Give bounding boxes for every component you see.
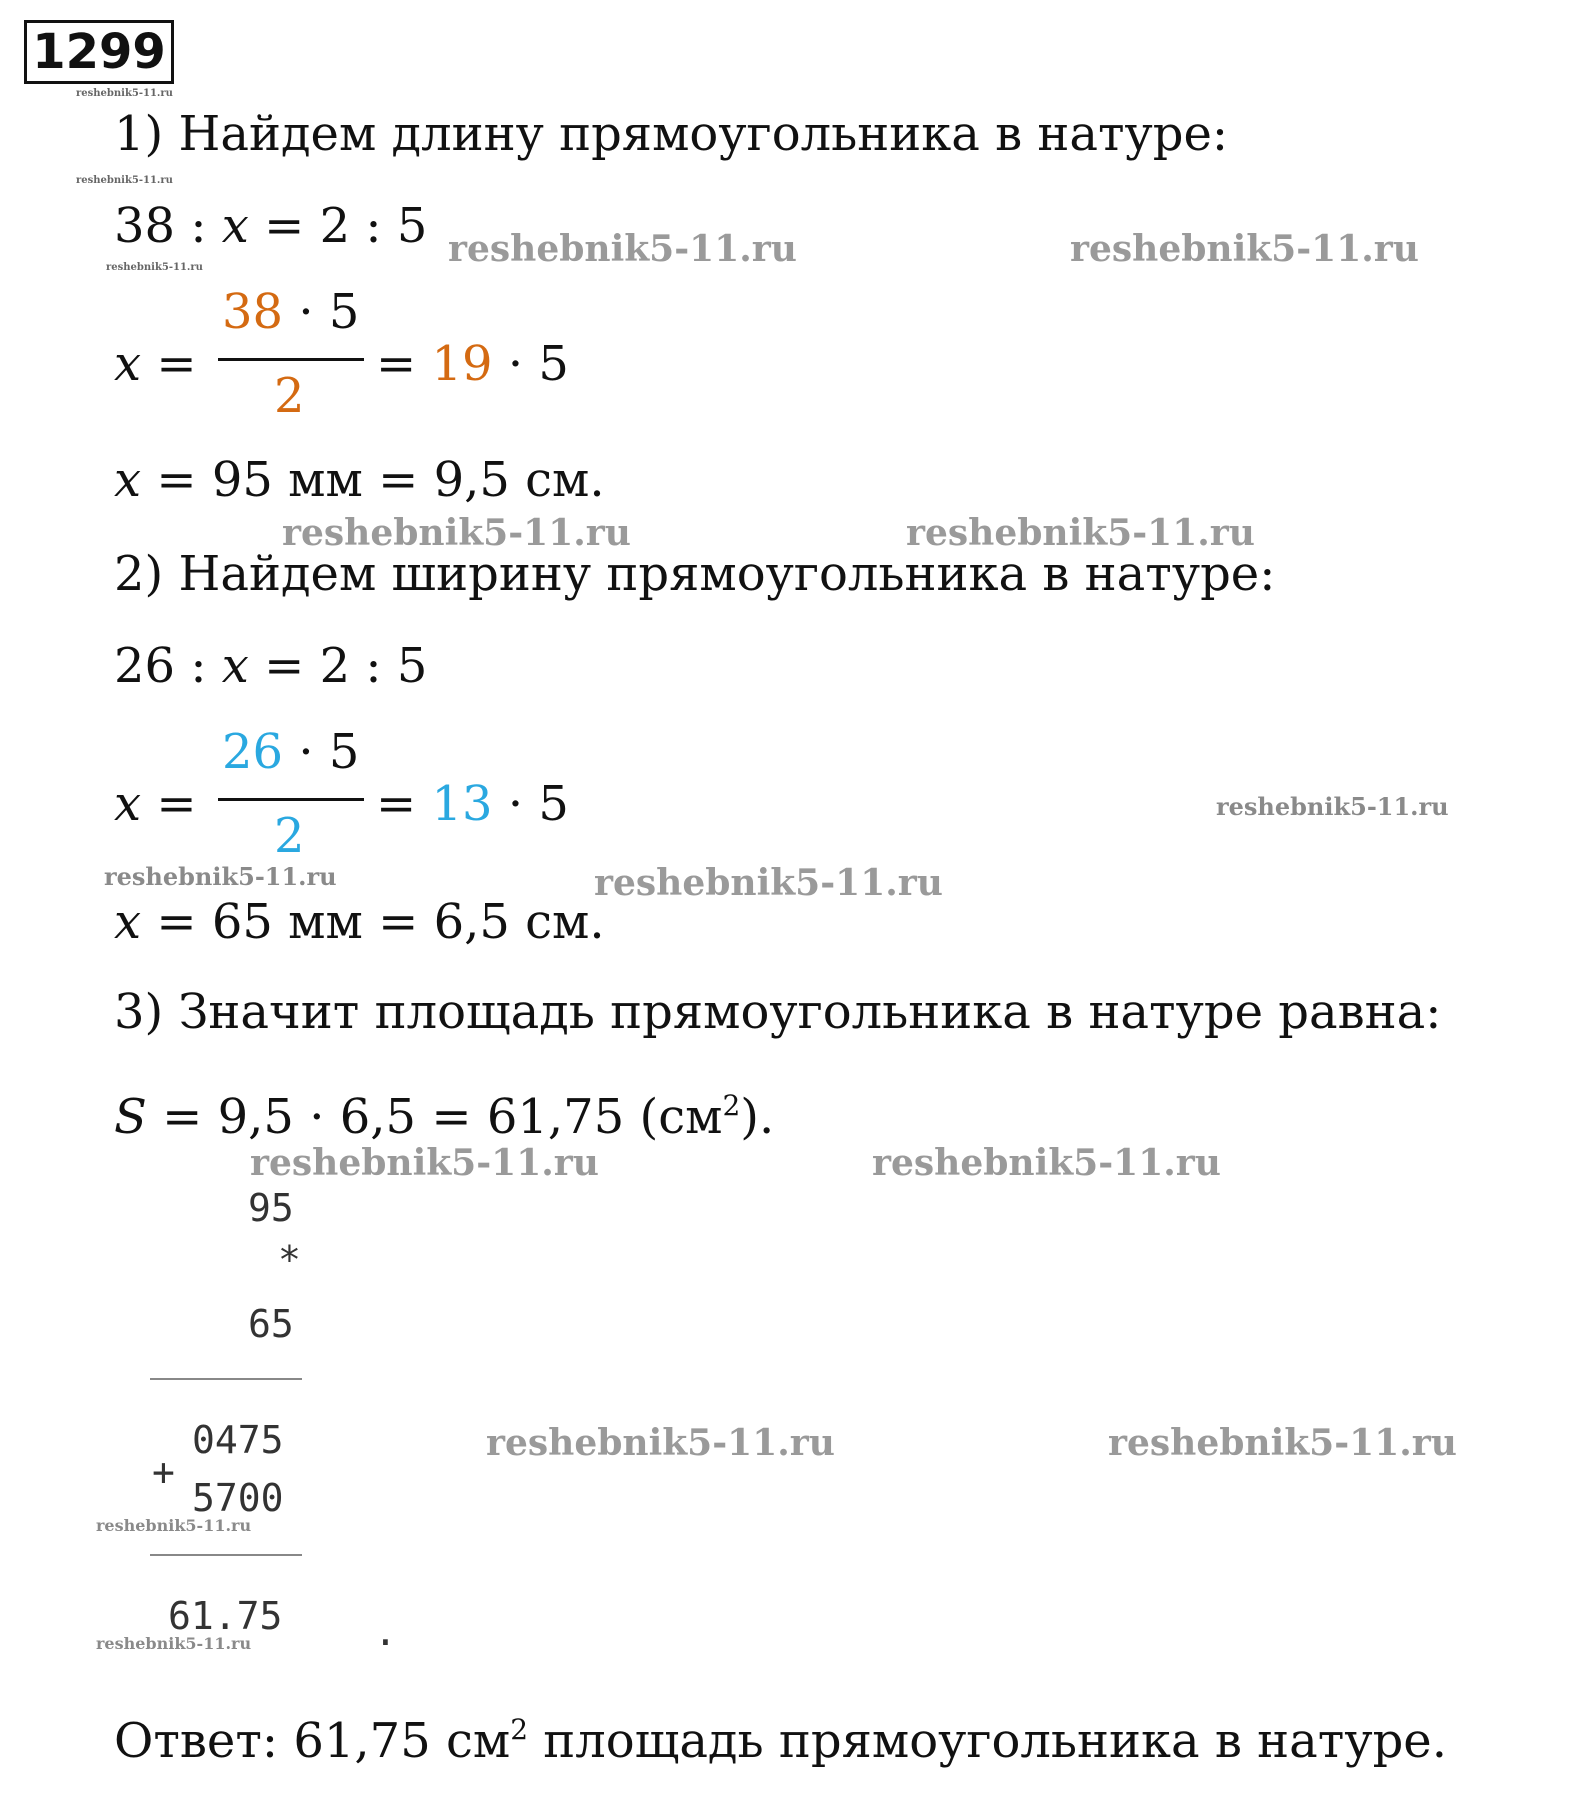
operator: : <box>365 198 382 254</box>
variable: x <box>114 452 142 508</box>
formula-tail: ). <box>740 1089 775 1145</box>
step2-numerator <box>222 724 359 780</box>
operator: · <box>507 776 524 832</box>
calc-partial2: 5700 <box>192 1476 284 1520</box>
step1-lhs <box>114 336 197 392</box>
value: 19 <box>431 336 493 392</box>
value: 38 <box>222 284 284 340</box>
operator: = <box>156 336 197 392</box>
answer-suffix: площадь прямоугольника в натуре. <box>528 1713 1447 1769</box>
variable: S <box>114 1089 147 1145</box>
operator: = <box>376 336 417 392</box>
watermark: reshebnik5-11.ru <box>96 1634 252 1653</box>
watermark: reshebnik5-11.ru <box>486 1422 835 1464</box>
value: 5 <box>328 724 360 780</box>
operator: : <box>190 638 207 694</box>
step1-heading: 1) Найдем длину прямоугольника в натуре: <box>114 106 1229 162</box>
superscript: 2 <box>510 1713 529 1746</box>
fraction-bar <box>218 358 364 361</box>
calc-plus: + <box>152 1450 175 1494</box>
step3-formula <box>114 1078 774 1145</box>
step2-proportion <box>114 638 427 694</box>
variable: x <box>114 336 142 392</box>
answer-prefix: Ответ: 61,75 см <box>114 1713 511 1769</box>
watermark: reshebnik5-11.ru <box>594 862 943 904</box>
step3-heading: 3) Значит площадь прямоугольника в натуре равна: <box>114 984 1442 1040</box>
calc-total: 61.75 <box>168 1594 283 1638</box>
watermark: reshebnik5-11.ru <box>104 862 337 891</box>
value: 5 <box>538 336 569 392</box>
formula-text: = 9,5 · 6,5 = 61,75 (см <box>162 1089 723 1145</box>
value: 2 <box>319 198 351 254</box>
step2-result-expr <box>376 776 569 832</box>
variable: x <box>114 894 142 950</box>
variable: x <box>114 776 142 832</box>
result-text: = 95 мм = 9,5 см. <box>156 452 605 508</box>
result-text: = 65 мм = 6,5 см. <box>156 894 605 950</box>
step2-lhs <box>114 776 197 832</box>
step1-result-expr <box>376 336 569 392</box>
calc-bottom: 65 <box>248 1302 294 1346</box>
watermark: reshebnik5-11.ru <box>282 512 631 554</box>
watermark: reshebnik5-11.ru <box>906 512 1255 554</box>
step1-denominator: 2 <box>274 368 305 424</box>
watermark: reshebnik5-11.ru <box>1070 228 1419 270</box>
watermark: reshebnik5-11.ru <box>1216 792 1449 821</box>
value: 5 <box>396 638 428 694</box>
superscript: 2 <box>722 1089 741 1122</box>
fraction-bar <box>218 798 364 801</box>
variable: x <box>221 198 249 254</box>
step1-proportion <box>114 198 427 254</box>
calc-partial1: 0475 <box>192 1418 284 1462</box>
calc-top: 95 <box>248 1186 294 1230</box>
operator: = <box>264 638 305 694</box>
value: 5 <box>396 198 428 254</box>
step2-denominator: 2 <box>274 808 305 864</box>
value: 5 <box>538 776 569 832</box>
answer <box>114 1702 1447 1769</box>
watermark: reshebnik5-11.ru <box>448 228 797 270</box>
operator: · <box>298 284 314 340</box>
step2-heading: 2) Найдем ширину прямоугольника в натуре: <box>114 546 1276 602</box>
operator: = <box>264 198 305 254</box>
step2-result <box>114 894 605 950</box>
value: 5 <box>328 284 360 340</box>
problem-number: 1299 <box>24 20 174 84</box>
operator: : <box>190 198 207 254</box>
watermark: reshebnik5-11.ru <box>1108 1422 1457 1464</box>
watermark: reshebnik5-11.ru <box>96 1516 252 1535</box>
watermark: reshebnik5-11.ru <box>250 1142 599 1184</box>
value: 2 <box>319 638 351 694</box>
operator: · <box>298 724 314 780</box>
calc-dot: . <box>374 1610 397 1654</box>
watermark: reshebnik5-11.ru <box>76 175 173 186</box>
operator: = <box>156 776 197 832</box>
value: 26 <box>114 638 176 694</box>
operator: · <box>507 336 524 392</box>
value: 13 <box>431 776 493 832</box>
calc-operator: * <box>278 1238 301 1282</box>
watermark: reshebnik5-11.ru <box>106 262 203 273</box>
variable: x <box>221 638 249 694</box>
value: 38 <box>114 198 176 254</box>
watermark: reshebnik5-11.ru <box>76 88 173 99</box>
step1-result <box>114 452 605 508</box>
value: 26 <box>222 724 284 780</box>
calc-line <box>150 1554 302 1556</box>
operator: = <box>376 776 417 832</box>
step1-numerator <box>222 284 359 340</box>
watermark: reshebnik5-11.ru <box>872 1142 1221 1184</box>
calc-line <box>150 1378 302 1380</box>
operator: : <box>365 638 382 694</box>
